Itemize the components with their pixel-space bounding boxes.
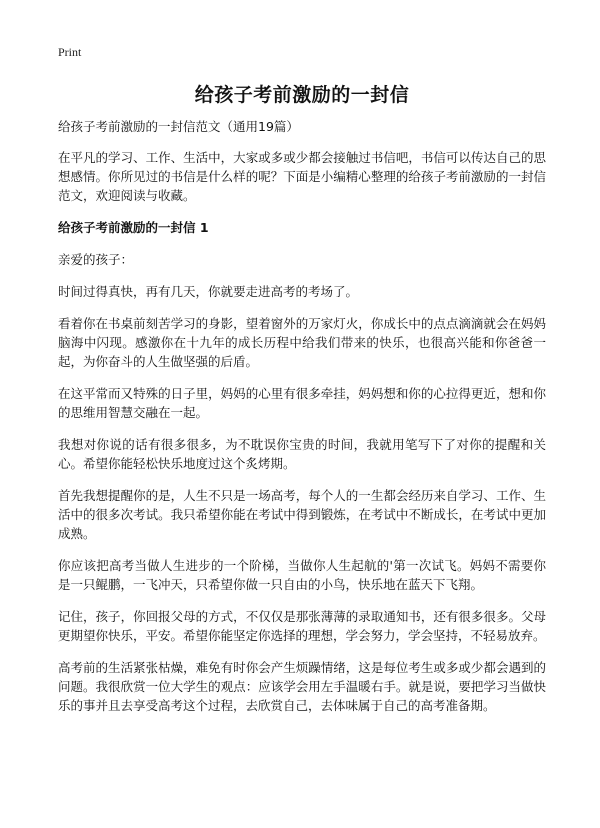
page-title: 给孩子考前激励的一封信: [194, 84, 410, 106]
subtitle: 给孩子考前激励的一封信范文（通用19篇）: [58, 119, 299, 134]
body-paragraph: 记住，孩子，你回报父母的方式，不仅仅是那张薄薄的录取通知书，还有很多很多。父母更期望你快乐，平安。希望你能坚定你选择的理想，学会努力，学会坚持，不轻易放弃。: [58, 609, 546, 643]
print-link[interactable]: Print: [58, 45, 82, 59]
body-paragraph: 高考前的生活紧张枯燥，难免有时你会产生烦躁情绪，这是每位考生或多或少都会遇到的问题。我很欣赏一位大学生的观点：应该学会用左手温暖右手。就是说，要把学习当做快乐的事并且去享受高考这个过程，去欣赏自己，去体味属于自己的高考准备期。: [58, 660, 546, 713]
body-paragraph: 首先我想提醒你的是，人生不只是一场高考，每个人的一生都会经历来自学习、工作、生活中的很多次考试。我只希望你能在考试中得到锻炼，在考试中不断成长，在考试中更加成熟。: [58, 488, 546, 541]
body-paragraph: 在这平常而又特殊的日子里，妈妈的心里有很多牵挂，妈妈想和你的心拉得更近，想和你的思维用智慧交融在一起。: [58, 386, 546, 420]
body-paragraph: 时间过得真快，再有几天，你就要走进高考的考场了。: [58, 284, 359, 299]
salutation: 亲爱的孩子：: [58, 252, 134, 267]
section-heading: 给孩子考前激励的一封信 1: [58, 220, 209, 235]
body-paragraph: 看着你在书桌前刻苦学习的身影，望着窗外的万家灯火，你成长中的点点滴滴就会在妈妈脑海中闪现。感激你在十九年的成长历程中给我们带来的快乐，也很高兴能和你爸爸一起，为你奋斗的人生做坚强的后盾。: [58, 316, 546, 369]
intro-paragraph: 在平凡的学习、工作、生活中，大家或多或少都会接触过书信吧，书信可以传达自己的思想感情。你所见过的书信是什么样的呢？下面是小编精心整理的给孩子考前激励的一封信范文，欢迎阅读与收藏。: [58, 150, 546, 203]
body-paragraph: 我想对你说的话有很多很多，为不耽误你宝贵的时间，我就用笔写下了对你的提醒和关心。希望你能轻松快乐地度过这个炙烤期。: [58, 437, 546, 471]
body-paragraph: 你应该把高考当做人生进步的一个阶梯，当做你人生起航的'第一次试飞。妈妈不需要你是一只鲲鹏，一飞冲天，只希望你做一只自由的小鸟，快乐地在蓝天下飞翔。: [58, 558, 546, 592]
